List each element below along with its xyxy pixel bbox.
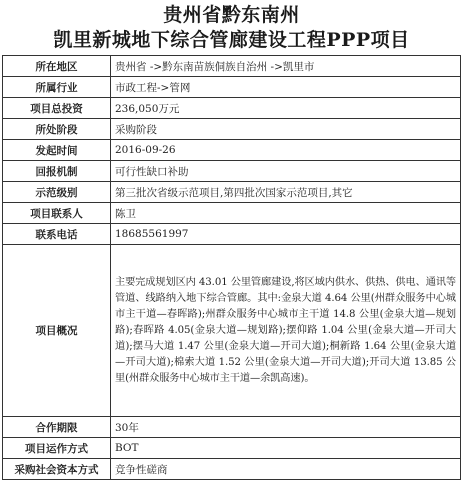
table-row [3,98,461,119]
row-value: 竞争性磋商 [111,459,461,480]
row-label: 项目联系人 [3,203,111,224]
table-row [3,417,461,438]
row-value: 2016-09-26 [111,140,461,161]
table-row [3,224,461,245]
row-label: 所在地区 [3,56,111,77]
row-value: 采购阶段 [111,119,461,140]
row-label: 项目运作方式 [3,438,111,459]
row-value: 主要完成规划区内 43.01 公里管廊建设,将区域内供水、供热、供电、通讯等管道、线路纳入地下综合管廊。其中:金泉大道 4.64 公里(州群众服务中心城市主干道—春晖路);州群众服务中心城市主干道 14.8 公里(金泉大道—规划路);春晖路 4.05(金泉大道—规划路);摆仰路 1.04 公里(金泉大道—开司大道);摆马大道 1.47 公里(金泉大道—开司大道);桐新路 1.64 公里(金泉大道—开司大道);棉索大道 1.52 公里(金泉大道—开司大道);开司大道 13.85 公里(州群众服务中心城市主干道—余凯高速)。 [111,245,461,417]
row-label: 所属行业 [3,77,111,98]
row-value: 30年 [111,417,461,438]
row-value: 贵州省 ->黔东南苗族侗族自治州 ->凯里市 [111,56,461,77]
table-row [3,438,461,459]
table-row [3,182,461,203]
row-label: 采购社会资本方式 [3,459,111,480]
title-line-1: 贵州省黔东南州 [163,4,300,26]
project-info-table [2,55,461,480]
row-label: 回报机制 [3,161,111,182]
row-value: 236,050万元 [111,98,461,119]
table-row [3,140,461,161]
row-value: 第三批次省级示范项目,第四批次国家示范项目,其它 [111,182,461,203]
table-row [3,119,461,140]
row-label: 所处阶段 [3,119,111,140]
row-label: 合作期限 [3,417,111,438]
row-value: BOT [111,438,461,459]
row-label: 发起时间 [3,140,111,161]
row-value: 可行性缺口补助 [111,161,461,182]
table-row [3,203,461,224]
row-value: 市政工程->管网 [111,77,461,98]
row-label: 项目总投资 [3,98,111,119]
table-row [3,161,461,182]
table-row [3,77,461,98]
row-label: 示范级别 [3,182,111,203]
row-label: 项目概况 [3,245,111,417]
row-value: 18685561997 [111,224,461,245]
table-row-overview [3,245,461,417]
row-value: 陈卫 [111,203,461,224]
table-row [3,459,461,480]
title-line-2: 凯里新城地下综合管廊建设工程PPP项目 [53,29,410,51]
row-label: 联系电话 [3,224,111,245]
table-row [3,56,461,77]
